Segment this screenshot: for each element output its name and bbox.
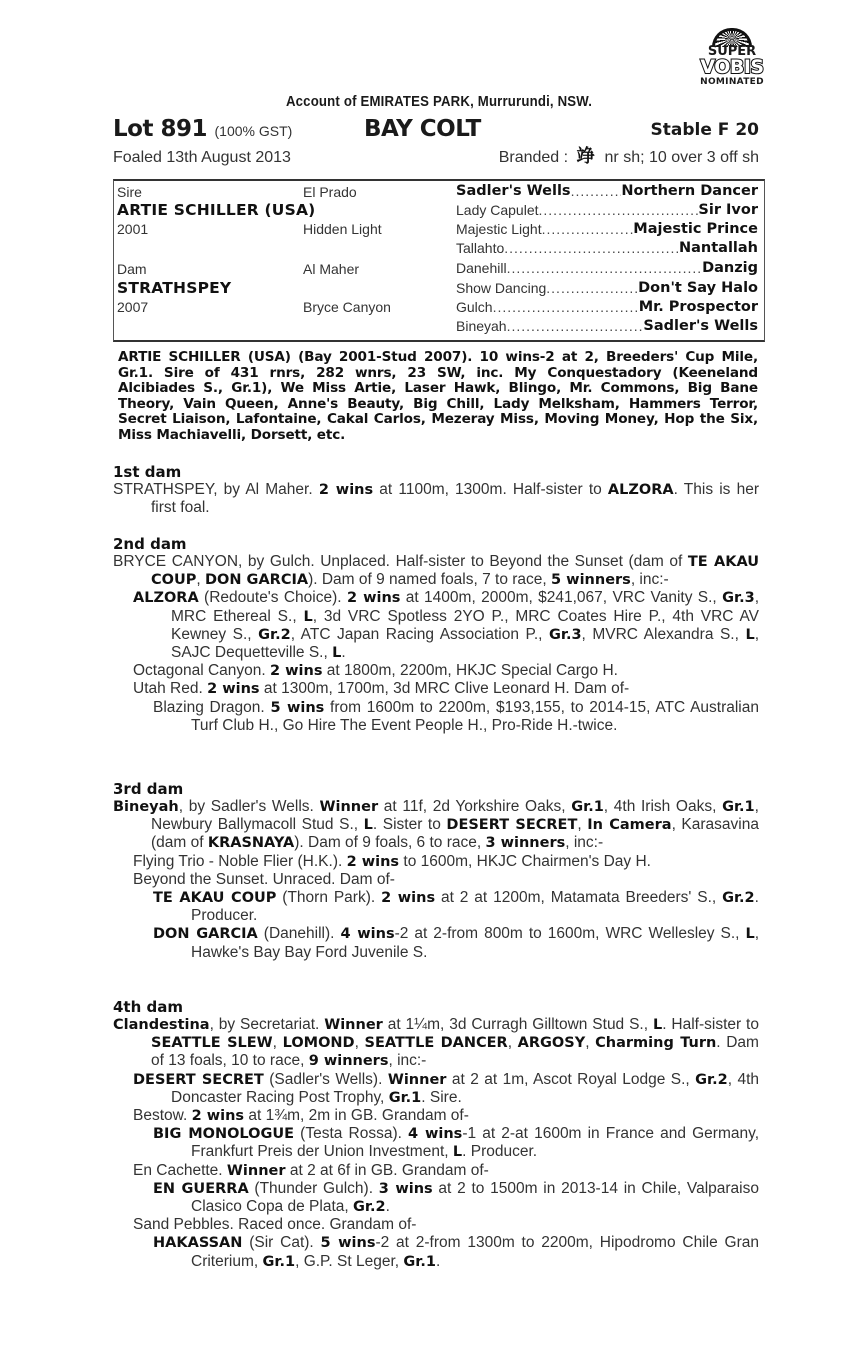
dot-leader — [571, 183, 622, 201]
text: , by Secretariat. — [209, 1016, 325, 1033]
dam-paragraph — [113, 553, 759, 589]
progeny-entry-blazing-dragon — [113, 699, 759, 735]
text: -2 at 2-from 800m to 1600m, WRC Wellesley S., — [394, 925, 746, 943]
text: (Testa Rossa). — [294, 1125, 409, 1143]
horse-name-bold: DESERT SECRET — [446, 817, 578, 834]
ancestor-name: Majestic Light — [456, 221, 542, 237]
grade-bold: Gr.3 — [548, 626, 582, 643]
ancestor-name: Danehill — [456, 260, 507, 276]
text: , inc:- — [388, 1052, 427, 1070]
text: , MRC Ethereal S., — [171, 589, 759, 625]
horse-name-bold: SEATTLE DANCER — [364, 1035, 508, 1052]
section-heading: 4th dam — [113, 998, 183, 1016]
grade-bold: Gr.1 — [262, 1253, 296, 1270]
text: at 11f, 2d Yorkshire Oaks, — [378, 798, 572, 815]
text: at 2 at 1m, Ascot Royal Lodge S., — [446, 1070, 696, 1088]
text: STRATHSPEY, by Al Maher. — [113, 481, 319, 498]
text: to 1600m, HKJC Chairmen's Day H. — [399, 852, 651, 870]
pedigree-ancestor-row — [456, 299, 758, 317]
gst-note: (100% GST) — [214, 123, 293, 139]
wins-bold: 2 wins — [318, 482, 374, 498]
ancestor-name: Bineyah — [456, 318, 507, 334]
horse-name-bold: Charming Turn — [595, 1035, 717, 1052]
progeny-entry-en-cachette — [113, 1162, 759, 1180]
text: , 4th Doncaster Racing Post Trophy, — [171, 1070, 759, 1106]
text: , — [507, 1034, 518, 1052]
horse-name-bold: EN GUERRA — [153, 1180, 249, 1197]
progeny-entry-don-garcia — [113, 925, 759, 961]
progeny-entry-beyond-the-sunset — [113, 871, 759, 889]
dam-paragraph — [113, 481, 759, 517]
text: (Sir Cat). — [242, 1234, 321, 1252]
text: (Thunder Gulch). — [248, 1179, 379, 1197]
third-dam-section — [113, 780, 759, 962]
listed-bold: L — [452, 1144, 463, 1161]
horse-name-bold: Clandestina — [113, 1017, 210, 1033]
text: at 1300m, 1700m, 3d MRC Clive Leonard H. Dam of- — [259, 680, 630, 698]
text: , Karasavina (dam of — [151, 816, 759, 852]
horse-description: BAY COLT — [364, 116, 481, 142]
text: at 2 at 6f in GB. Grandam of- — [285, 1161, 489, 1179]
pedigree-table — [113, 179, 765, 342]
text: at 1¾m, 2m in GB. Grandam of- — [244, 1107, 469, 1125]
stable-location: Stable F 20 — [650, 120, 759, 140]
text: , — [272, 1034, 283, 1052]
winners-bold: 5 winners — [551, 572, 631, 589]
wins-bold: 2 wins — [270, 663, 323, 680]
grade-bold: Gr.2 — [695, 1071, 728, 1088]
text: Beyond the Sunset. Unraced. Dam of- — [133, 870, 395, 888]
text: (Thorn Park). — [276, 889, 382, 907]
grandsire-paternal: El Prado — [303, 184, 357, 200]
ancestor-sire: Mr. Prospector — [638, 299, 758, 315]
horse-name-bold: DON GARCIA — [153, 926, 258, 943]
text: at 2 to 1500m in 2013-14 in Chile, Valparaiso Clasico Copa de Plata, — [191, 1179, 759, 1216]
text: , — [577, 816, 588, 834]
ancestor-name: Gulch — [456, 299, 493, 315]
winner-bold: Winner — [387, 1071, 447, 1088]
text: ). Dam of 9 named foals, 7 to race, — [308, 571, 552, 589]
grandsire-maternal: Al Maher — [303, 261, 360, 277]
lot-header — [113, 115, 765, 143]
text: Octagonal Canyon. — [133, 662, 271, 680]
first-dam-section — [113, 463, 759, 517]
pedigree-ancestor-row — [456, 260, 758, 278]
text: . — [435, 1252, 441, 1270]
text: . — [341, 644, 346, 662]
brand-mark-icon: 竫 — [576, 146, 595, 167]
dot-leader — [539, 202, 699, 220]
progeny-entry-flying-trio — [113, 853, 759, 871]
text: , 4th Irish Oaks, — [603, 798, 723, 815]
text: , MVRC Alexandra S., — [581, 625, 746, 643]
text: . Sister to — [372, 816, 447, 834]
pedigree-ancestor-row — [456, 221, 758, 239]
pedigree-ancestor-row — [456, 202, 758, 220]
granddam-maternal: Bryce Canyon — [303, 299, 391, 315]
winners-bold: 3 winners — [485, 835, 566, 852]
ancestor-sire: Nantallah — [678, 240, 758, 256]
text: This is her first foal. — [151, 481, 759, 517]
text: Blazing Dragon. — [153, 698, 271, 716]
branded-label: Branded : — [498, 149, 569, 166]
text: , inc:- — [565, 834, 604, 852]
badge-vobis-text: VOBIS — [700, 56, 764, 78]
text: (Sadler's Wells). — [263, 1070, 388, 1088]
listed-bold: L — [652, 1017, 663, 1033]
text: at 1800m, 2200m, HKJC Special Cargo H. — [322, 662, 618, 680]
badge-super-text: SUPER — [707, 44, 757, 59]
horse-name-bold: HAKASSAN — [153, 1235, 243, 1252]
horse-name-bold: TE AKAU COUP — [153, 890, 277, 907]
text: . — [385, 1198, 390, 1216]
text: . Producer. — [191, 889, 759, 925]
wins-bold: 5 wins — [270, 699, 325, 716]
text: (Danehill). — [257, 925, 341, 943]
horse-name-bold: SEATTLE SLEW — [151, 1035, 273, 1052]
super-vobis-nominated-badge — [688, 28, 776, 100]
dot-leader — [546, 280, 638, 298]
sire-label: Sire — [117, 184, 142, 200]
horse-name-bold: DESERT SECRET — [133, 1071, 264, 1088]
text: ). Dam of 9 foals, 6 to race, — [294, 834, 486, 852]
text: from 1600m to 2200m, $193,155, to 2014-15, ATC Australian Turf Club H., Go Hire The Event People H., Pro-Ride H.-twice. — [191, 698, 759, 734]
ancestor-name: Sadler's Wells — [456, 183, 571, 199]
wins-bold: 2 wins — [346, 590, 401, 607]
progeny-entry-bestow — [113, 1107, 759, 1125]
grade-bold: Gr.2 — [352, 1199, 386, 1216]
section-heading: 1st dam — [113, 463, 182, 481]
text: (Redoute's Choice). — [198, 589, 347, 607]
grade-bold: Gr.1 — [571, 799, 604, 815]
wins-bold: 2 wins — [191, 1108, 245, 1125]
ancestor-sire: Northern Dancer — [621, 183, 758, 199]
dam-name: STRATHSPEY — [117, 279, 232, 297]
text: at 1400m, 2000m, $241,067, VRC Vanity S., — [400, 589, 723, 607]
winner-bold: Winner — [226, 1162, 286, 1179]
dam-paragraph — [113, 1016, 759, 1071]
text: , G.P. St Leger, — [295, 1252, 404, 1270]
horse-name-bold: DON GARCIA — [205, 572, 309, 589]
badge-nominated-text: NOMINATED — [700, 77, 764, 87]
dam-year: 2007 — [117, 299, 149, 315]
progeny-entry-utah-red — [113, 680, 759, 698]
fourth-dam-section — [113, 998, 759, 1271]
horse-name-bold: ARGOSY — [517, 1035, 586, 1052]
text: Sand Pebbles. Raced once. Grandam of- — [133, 1216, 417, 1234]
text: , inc:- — [630, 571, 669, 589]
lot-label: Lot 891 — [113, 116, 207, 142]
dot-leader — [493, 299, 639, 317]
branded-text: nr sh; 10 over 3 off sh — [604, 149, 759, 166]
ancestor-name: Show Dancing — [456, 280, 547, 296]
grade-bold: Gr.1 — [403, 1253, 436, 1270]
text: . Producer. — [462, 1143, 538, 1161]
granddam-paternal: Hidden Light — [303, 221, 382, 237]
winner-bold: Winner — [319, 799, 379, 815]
text: at 2 at 1200m, Matamata Breeders' S., — [435, 889, 723, 907]
ancestor-name: Tallahto — [456, 240, 505, 256]
wins-bold: 5 wins — [320, 1235, 376, 1252]
wins-bold: 2 wins — [346, 853, 400, 870]
text: , 3d VRC Spotless 2YO P., MRC Coates Hire P., 4th VRC AV Kewney S., — [171, 607, 759, 643]
listed-bold: L — [745, 926, 755, 943]
dot-leader — [504, 240, 679, 258]
grade-bold: Gr.2 — [722, 890, 755, 907]
section-heading: 2nd dam — [113, 535, 187, 553]
ancestor-sire: Sir Ivor — [698, 202, 758, 218]
dam-label: Dam — [117, 261, 147, 277]
text: , Hawke's Bay Bay Ford Juvenile S. — [191, 925, 760, 961]
progeny-entry-desert-secret — [113, 1071, 759, 1107]
grade-bold: Gr.2 — [258, 626, 291, 643]
sire-name: ARTIE SCHILLER (USA) — [117, 201, 316, 219]
ancestor-sire: Sadler's Wells — [643, 318, 758, 334]
text: , ATC Japan Racing Association P., — [290, 625, 549, 643]
pedigree-ancestor-row — [456, 240, 758, 258]
ancestor-sire: Danzig — [702, 260, 758, 276]
section-heading: 3rd dam — [113, 780, 184, 798]
text: , — [196, 571, 205, 589]
text: BRYCE CANYON, by Gulch. Unplaced. Half-sister to Beyond the Sunset (dam of — [113, 553, 688, 570]
horse-name-bold: In Camera — [587, 817, 672, 834]
ancestor-sire: Don't Say Halo — [638, 280, 758, 296]
text: , — [585, 1034, 596, 1052]
progeny-entry-hakassan — [113, 1234, 759, 1270]
wins-bold: 2 wins — [207, 681, 260, 698]
grade-bold: Gr.1 — [722, 799, 755, 815]
text: , by Sadler's Wells. — [178, 798, 320, 815]
sire-year: 2001 — [117, 221, 149, 237]
listed-bold: L — [303, 608, 313, 625]
text: at 1100m, 1300m. Half-sister to — [373, 481, 608, 498]
wins-bold: 3 wins — [378, 1180, 433, 1197]
listed-bold: L — [745, 626, 755, 643]
text: , Newbury Ballymacoll Stud S., — [151, 798, 759, 834]
listed-bold: L — [363, 817, 373, 834]
ancestor-name: Lady Capulet — [456, 202, 539, 218]
dot-leader — [507, 318, 644, 336]
text: , — [354, 1034, 365, 1052]
progeny-entry-alzora — [113, 589, 759, 662]
vendor-account: Account of EMIRATES PARK, Murrurundi, NSW. — [285, 93, 593, 110]
pedigree-ancestor-row — [456, 318, 758, 336]
foaled-date: Foaled 13th August 2013 — [113, 149, 291, 166]
horse-name-bold: ALZORA — [133, 590, 199, 607]
progeny-entry-sand-pebbles — [113, 1216, 759, 1234]
text: Bestow. — [133, 1107, 192, 1125]
grade-bold: Gr.3 — [722, 590, 755, 607]
pedigree-ancestor-row — [456, 280, 758, 298]
progeny-entry-te-akau-coup — [113, 889, 759, 925]
text: Flying Trio - Noble Flier (H.K.). — [133, 852, 347, 870]
winner-bold: Winner — [324, 1017, 383, 1033]
horse-name-bold: Bineyah — [113, 799, 179, 815]
text: -2 at 2-from 1300m to 2200m, Hipodromo Chile Gran Criterium, — [191, 1234, 759, 1270]
text: En Cachette. — [133, 1161, 227, 1179]
progeny-entry-big-monologue — [113, 1125, 759, 1161]
text: . Half-sister to — [662, 1016, 759, 1033]
horse-name-bold: BIG MONOLOGUE — [153, 1126, 295, 1143]
dot-leader — [542, 221, 634, 239]
grade-bold: Gr.1 — [388, 1089, 422, 1106]
wins-bold: 4 wins — [408, 1126, 463, 1143]
text: Utah Red. — [133, 680, 208, 698]
second-dam-section — [113, 535, 759, 735]
text: . Dam of 13 foals, 10 to race, — [151, 1034, 759, 1070]
wins-bold: 4 wins — [340, 926, 395, 943]
text: at 1¼m, 3d Curragh Gilltown Stud S., — [382, 1016, 653, 1033]
horse-name-bold: TE AKAU COUP — [151, 554, 759, 589]
progeny-entry-en-guerra — [113, 1180, 759, 1216]
horse-name-bold: LOMOND — [282, 1035, 355, 1052]
listed-bold: L — [332, 645, 342, 662]
text: , SAJC Dequetteville S., — [171, 625, 759, 662]
horse-name-bold: KRASNAYA — [207, 835, 295, 852]
progeny-entry-octagonal-canyon — [113, 662, 759, 680]
pedigree-ancestor-row — [456, 183, 758, 201]
horse-name-bold: ALZORA — [607, 482, 674, 498]
text: . — [673, 481, 678, 498]
ancestor-sire: Majestic Prince — [633, 221, 758, 237]
winners-bold: 9 winners — [308, 1053, 389, 1070]
dot-leader — [507, 260, 702, 278]
lot-number — [113, 115, 292, 145]
wins-bold: 2 wins — [381, 890, 436, 907]
sire-summary: ARTIE SCHILLER (USA) (Bay 2001-Stud 2007). 10 wins-2 at 2, Breeders' Cup Mile, Gr.1. Sire of 431 rnrs, 282 wnrs, 23 SW, inc. My Conquestadory (Keeneland Alcibiades S., Gr.1), We Miss Artie, Laser Hawk, Blingo, Mr. Commons, Big Bane Theory, Vain Queen, Anne's Beauty, Big Chill, Lady Melksham, Hammers Terror, Secret Liaison, Lafontaine, Cakal Carlos, Mezeray Miss, Moving Money, Hop the Six, Miss Machiavelli, Dorsett, etc. — [118, 349, 758, 443]
dam-paragraph — [113, 798, 759, 853]
text: -1 at 2-at 1600m in France and Germany, Frankfurt Preis der Union Investment, — [191, 1125, 759, 1161]
text: . Sire. — [421, 1088, 462, 1106]
branding-info — [499, 148, 759, 168]
